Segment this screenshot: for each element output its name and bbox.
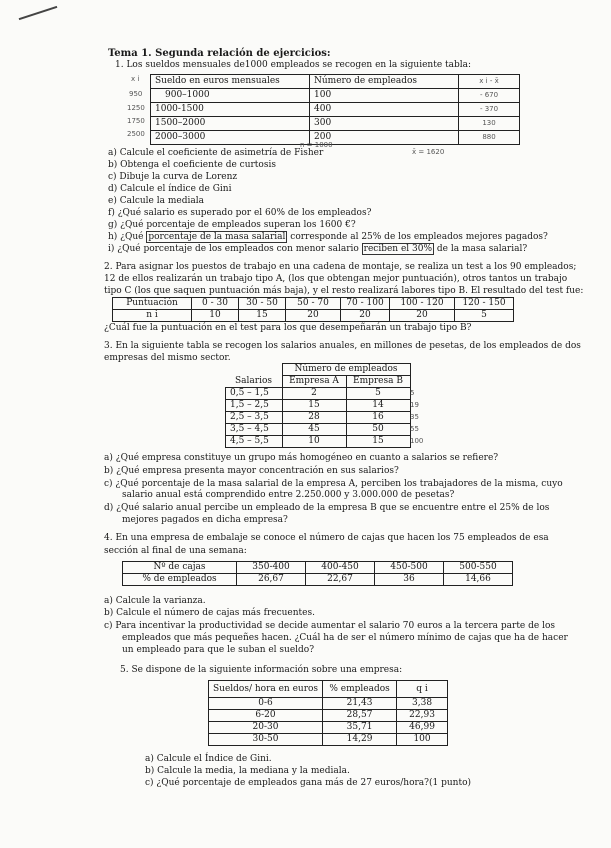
table-cell: 20 — [286, 310, 341, 322]
table-header-cell: Empresa B — [346, 376, 410, 388]
table-header-cell: 0 - 30 — [192, 298, 239, 310]
table-cell: 15 — [346, 436, 410, 448]
ex4-item-c-cont1: empleados que más pequeñes hacen. ¿Cuál ha de ser el número mínimo de cajas que ha de hacer — [122, 633, 568, 643]
table-cell: 300 — [310, 117, 459, 131]
table-row — [226, 412, 411, 424]
table-cell: 2 — [282, 388, 346, 400]
table-row — [151, 89, 520, 103]
ex2-intro-line2: 12 de ellos realizarán un trabajo tipo A, (los que obtengan mejor puntuación), otros tantos un trabajo — [104, 274, 568, 284]
ex2-intro-line1: 2. Para asignar los puestos de trabajo en una cadena de montaje, se realiza un test a los 90 empleados; — [104, 262, 577, 272]
table-row — [226, 436, 411, 448]
table-cell: 10 — [192, 310, 239, 322]
table-header-cell: Nº de cajas — [123, 562, 237, 574]
table-row — [209, 722, 448, 734]
table-header-cell: 450-500 — [375, 562, 444, 574]
table-cell: 1500–2000 — [151, 117, 310, 131]
table-cell: 28,57 — [323, 710, 397, 722]
table-cell: 3,38 — [397, 698, 448, 710]
ex2-question: ¿Cuál fue la puntuación en el test para los que desempeñarán un trabajo tipo B? — [104, 323, 472, 333]
table-header-cell: 70 - 100 — [341, 298, 390, 310]
hw-dev-header: x i - x̄ — [459, 75, 520, 89]
table-cell: 45 — [282, 424, 346, 436]
table-cell: 30-50 — [209, 734, 323, 746]
ex3-item-a: a) ¿Qué empresa constituye un grupo más homogéneo en cuanto a salarios se refiere? — [104, 453, 499, 463]
table-cell: 100 — [397, 734, 448, 746]
ex5-item-c: c) ¿Qué porcentaje de empleados gana más de 27 euros/hora?(1 punto) — [145, 778, 471, 788]
table-cell: 200 — [310, 131, 459, 145]
hw-total: 100 — [410, 437, 424, 445]
ex1-item-b: b) Obtenga el coeficiente de curtosis — [108, 160, 276, 170]
ex1-item-i: i) ¿Qué porcentaje de los empleados con menor salario reciben el 30% de la masa salarial? — [108, 244, 528, 254]
hw-mean: x̄ = 1620 — [412, 148, 445, 156]
ex2-intro-line3: tipo C (los que saquen puntuación más baja), y el resto realizará labores tipo B. El resultado del test fue: — [104, 286, 584, 296]
ex1-intro: 1. Los sueldos mensuales de1000 empleados se recogen en la siguiente tabla: — [115, 60, 472, 70]
table-header-cell: Sueldo en euros mensuales — [151, 75, 310, 89]
table-cell: 1000-1500 — [151, 103, 310, 117]
table-header-cell: Empresa A — [282, 376, 346, 388]
group-header-cell: Número de empleados — [282, 364, 410, 376]
table-cell: 0,5 – 1,5 — [226, 388, 283, 400]
ex3-item-d-cont: mejores pagados en dicha empresa? — [122, 515, 288, 525]
table-row — [209, 698, 448, 710]
hw-total: 55 — [410, 425, 419, 433]
hw-dev: 130 — [459, 117, 520, 131]
ex1-item-c: c) Dibuje la curva de Lorenz — [108, 172, 238, 182]
ex4-table — [122, 561, 513, 586]
table-cell: 5 — [346, 388, 410, 400]
ex4-item-a: a) Calcule la varianza. — [104, 596, 206, 606]
ex3-intro-line2: empresas del mismo sector. — [104, 353, 231, 363]
table-cell: 2,5 – 3,5 — [226, 412, 283, 424]
table-row — [113, 310, 514, 322]
table-header-cell: 350-400 — [237, 562, 306, 574]
table-cell: 21,43 — [323, 698, 397, 710]
table-cell: 15 — [282, 400, 346, 412]
table-cell: 100 — [310, 89, 459, 103]
table-cell: 15 — [239, 310, 286, 322]
table-header-cell: 120 - 150 — [455, 298, 514, 310]
table-header-cell: q i — [397, 681, 448, 698]
table-cell: 0-6 — [209, 698, 323, 710]
table-row — [209, 681, 448, 698]
table-cell: 36 — [375, 574, 444, 586]
table-cell: 28 — [282, 412, 346, 424]
ex5-table — [208, 680, 448, 746]
table-row — [226, 424, 411, 436]
ex3-item-d: d) ¿Qué salario anual percibe un empleado de la empresa B que se encuentre entre el 25% de los — [104, 503, 550, 513]
table-header-cell: 50 - 70 — [286, 298, 341, 310]
hw-n: n = 1000 — [300, 141, 333, 149]
table-row — [151, 103, 520, 117]
table-header-cell: 500-550 — [444, 562, 513, 574]
table-cell: 14,66 — [444, 574, 513, 586]
table-cell: 50 — [346, 424, 410, 436]
ex4-item-b: b) Calcule el número de cajas más frecuentes. — [104, 608, 315, 618]
pen-mark — [19, 6, 58, 20]
hw-dev: 880 — [459, 131, 520, 145]
ex1-item-d: d) Calcule el índice de Gini — [108, 184, 232, 194]
hw-total: 5 — [410, 389, 415, 397]
table-cell: 3,5 – 4,5 — [226, 424, 283, 436]
table-header-cell: 400-450 — [306, 562, 375, 574]
hw-dev: - 370 — [459, 103, 520, 117]
i-boxed-text: reciben el 30% — [363, 244, 433, 254]
ex1-item-h: h) ¿Qué porcentaje de la masa salarial corresponde al 25% de los empleados mejores pagados? — [108, 232, 548, 242]
table-row — [151, 131, 520, 145]
table-row — [151, 75, 520, 89]
table-cell: 16 — [346, 412, 410, 424]
table-cell: 26,67 — [237, 574, 306, 586]
table-header-cell: 100 - 120 — [390, 298, 455, 310]
hw-total: 19 — [410, 401, 419, 409]
ex3-item-b: b) ¿Qué empresa presenta mayor concentración en sus salarios? — [104, 466, 399, 476]
table-row — [209, 710, 448, 722]
table-cell: 10 — [282, 436, 346, 448]
table-row — [226, 364, 411, 376]
table-header-cell: Sueldos/ hora en euros — [209, 681, 323, 698]
ex3-intro-line1: 3. En la siguiente tabla se recogen los salarios anuales, en millones de pesetas, de los empleados de dos — [104, 341, 581, 351]
table-row — [209, 734, 448, 746]
table-cell: 46,99 — [397, 722, 448, 734]
ex4-intro-line2: sección al final de una semana: — [104, 546, 247, 556]
ex4-item-c: c) Para incentivar la productividad se decide aumentar el salario 70 euros a la tercera parte de los — [104, 621, 555, 631]
table-header-cell: Salarios — [226, 376, 283, 388]
table-row — [151, 117, 520, 131]
table-header-cell: % empleados — [323, 681, 397, 698]
hw-xi: 2500 — [127, 130, 145, 138]
table-row — [226, 376, 411, 388]
hw-xi: 1250 — [127, 104, 145, 112]
table-cell: 2000–3000 — [151, 131, 310, 145]
ex5-intro: 5. Se dispone de la siguiente información sobre una empresa: — [120, 665, 403, 675]
table-cell: n i — [113, 310, 192, 322]
table-cell: 14 — [346, 400, 410, 412]
hw-xi: 950 — [129, 90, 143, 98]
table-cell: 35,71 — [323, 722, 397, 734]
ex4-intro-line1: 4. En una empresa de embalaje se conoce el número de cajas que hacen los 75 empleados de esa — [104, 533, 549, 543]
table-cell: 1,5 – 2,5 — [226, 400, 283, 412]
table-header-cell: Puntuación — [113, 298, 192, 310]
table-cell: % de empleados — [123, 574, 237, 586]
table-row — [123, 574, 513, 586]
h-boxed-text: porcentaje de la masa salarial — [148, 232, 286, 242]
ex3-table — [225, 363, 411, 448]
table-row — [226, 400, 411, 412]
table-cell: 20 — [390, 310, 455, 322]
table-cell: 20-30 — [209, 722, 323, 734]
hw-total: 35 — [410, 413, 419, 421]
hw-dev: - 670 — [459, 89, 520, 103]
page-title: Tema 1. Segunda relación de ejercicios: — [108, 48, 331, 59]
table-row — [123, 562, 513, 574]
ex1-item-a: a) Calcule el coeficiente de asimetría de Fisher — [108, 148, 324, 158]
table-cell: 6-20 — [209, 710, 323, 722]
ex1-item-f: f) ¿Qué salario es superado por el 60% de los empleados? — [108, 208, 372, 218]
hw-xi-header: x i — [131, 75, 140, 83]
table-cell: 5 — [455, 310, 514, 322]
ex1-item-g: g) ¿Qué porcentaje de empleados superan los 1600 €? — [108, 220, 356, 230]
table-cell: 400 — [310, 103, 459, 117]
table-cell: 20 — [341, 310, 390, 322]
ex1-table — [150, 74, 520, 145]
table-header-cell: 30 - 50 — [239, 298, 286, 310]
table-header-cell: Número de empleados — [310, 75, 459, 89]
ex3-item-c: c) ¿Qué porcentaje de la masa salarial de la empresa A, perciben los trabajadores de la misma, cuyo — [104, 479, 563, 489]
hw-xi: 1750 — [127, 117, 145, 125]
table-cell: 900–1000 — [151, 89, 310, 103]
table-cell: 22,67 — [306, 574, 375, 586]
table-cell: 22,93 — [397, 710, 448, 722]
ex2-table — [112, 297, 514, 322]
table-cell: 14,29 — [323, 734, 397, 746]
ex5-item-b: b) Calcule la media, la mediana y la mediala. — [145, 766, 350, 776]
ex3-item-c-cont: salario anual está comprendido entre 2.250.000 y 3.000.000 de pesetas? — [122, 490, 455, 500]
table-row — [226, 388, 411, 400]
ex1-item-e: e) Calcule la mediala — [108, 196, 204, 206]
ex5-item-a: a) Calcule el Índice de Gini. — [145, 754, 272, 764]
table-cell: 4,5 – 5,5 — [226, 436, 283, 448]
table-row — [113, 298, 514, 310]
ex4-item-c-cont2: un empleado para que le suban el sueldo? — [122, 645, 315, 655]
